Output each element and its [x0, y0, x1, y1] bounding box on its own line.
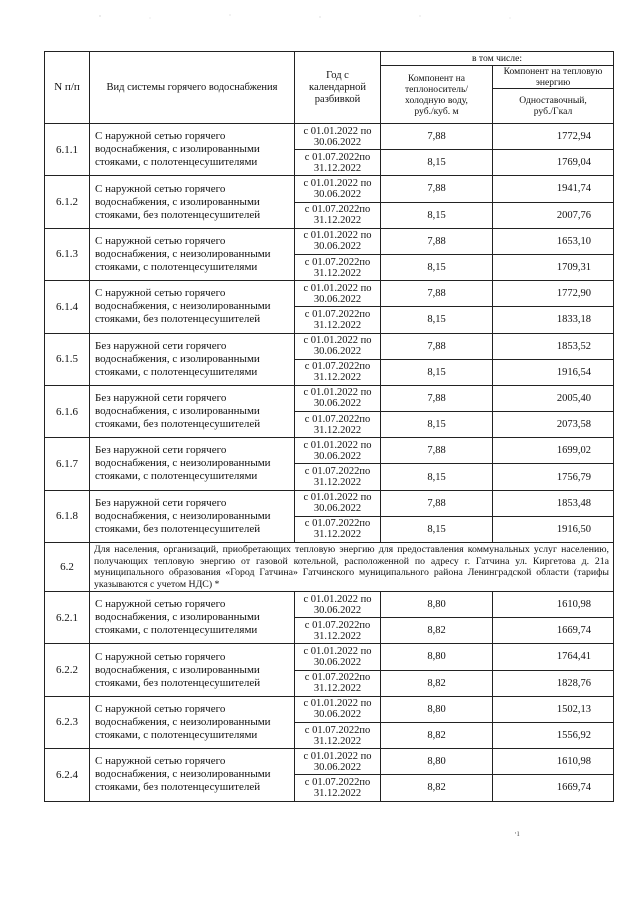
row-number: 6.1.1: [45, 124, 90, 176]
header-system-type: Вид системы горячего водоснабжения: [90, 52, 295, 124]
carrier-value-second-half: 8,82: [381, 722, 493, 748]
row-description: С наружной сетью горячего водоснабжения, с изолированными стояками, с полотенцесушителями: [90, 124, 295, 176]
period-first-half: с 01.01.2022 по 30.06.2022: [295, 749, 381, 775]
energy-value-second-half: 1916,50: [493, 516, 614, 542]
carrier-value-first-half: 7,88: [381, 124, 493, 150]
table-row: [45, 176, 614, 202]
energy-value-second-half: 2007,76: [493, 202, 614, 228]
table-row: [45, 592, 614, 618]
period-first-half: с 01.01.2022 по 30.06.2022: [295, 696, 381, 722]
carrier-value-first-half: 8,80: [381, 749, 493, 775]
energy-value-first-half: 1502,13: [493, 696, 614, 722]
header-year: Год с календарной разбивкой: [295, 52, 381, 124]
energy-value-first-half: 1772,94: [493, 124, 614, 150]
header-number: N п/п: [45, 52, 90, 124]
carrier-value-first-half: 8,80: [381, 592, 493, 618]
row-number: 6.2.4: [45, 749, 90, 801]
row-description: С наружной сетью горячего водоснабжения, с неизолированными стояками, без полотенцесушителей: [90, 281, 295, 333]
period-second-half: с 01.07.2022по 31.12.2022: [295, 202, 381, 228]
table-row: [45, 228, 614, 254]
period-first-half: с 01.01.2022 по 30.06.2022: [295, 228, 381, 254]
section-62-header: [45, 543, 614, 592]
row-number: 6.1.6: [45, 385, 90, 437]
carrier-value-second-half: 8,15: [381, 202, 493, 228]
row-number: 6.1.2: [45, 176, 90, 228]
row-number: 6.1.8: [45, 490, 90, 542]
energy-value-second-half: 1833,18: [493, 307, 614, 333]
row-number: 6.2.2: [45, 644, 90, 696]
carrier-value-first-half: 7,88: [381, 438, 493, 464]
energy-value-second-half: 1709,31: [493, 254, 614, 280]
carrier-value-first-half: 7,88: [381, 490, 493, 516]
header-energy-sub: Одноставочный,: [519, 95, 587, 106]
carrier-value-second-half: 8,15: [381, 254, 493, 280]
period-second-half: с 01.07.2022по 31.12.2022: [295, 254, 381, 280]
row-number: 6.1.4: [45, 281, 90, 333]
carrier-value-second-half: 8,15: [381, 412, 493, 438]
scan-noise: [90, 12, 540, 22]
table-row: [45, 438, 614, 464]
row-description: Без наружной сети горячего водоснабжения, с неизолированными стояками, без полотенцесушителей: [90, 490, 295, 542]
period-first-half: с 01.01.2022 по 30.06.2022: [295, 592, 381, 618]
energy-value-first-half: 2005,40: [493, 385, 614, 411]
section-62-rows: [45, 592, 614, 802]
carrier-value-second-half: 8,82: [381, 775, 493, 801]
period-first-half: с 01.01.2022 по 30.06.2022: [295, 124, 381, 150]
energy-value-first-half: 1653,10: [493, 228, 614, 254]
section-62-number: 6.2: [45, 543, 90, 592]
row-number: 6.1.3: [45, 228, 90, 280]
period-second-half: с 01.07.2022по 31.12.2022: [295, 412, 381, 438]
row-description: Без наружной сети горячего водоснабжения, с неизолированными стояками, с полотенцесушителями: [90, 438, 295, 490]
energy-value-second-half: 1756,79: [493, 464, 614, 490]
carrier-value-second-half: 8,15: [381, 516, 493, 542]
header-carrier-unit: руб./куб. м: [414, 105, 459, 117]
header-carrier-label: Компонент на теплоноситель/ холодную воду,: [404, 72, 468, 106]
energy-value-first-half: 1853,48: [493, 490, 614, 516]
carrier-value-second-half: 8,82: [381, 618, 493, 644]
period-second-half: с 01.07.2022по 31.12.2022: [295, 775, 381, 801]
energy-value-second-half: 1769,04: [493, 150, 614, 176]
table-row: [45, 490, 614, 516]
carrier-value-first-half: 8,80: [381, 696, 493, 722]
period-second-half: с 01.07.2022по 31.12.2022: [295, 150, 381, 176]
period-second-half: с 01.07.2022по 31.12.2022: [295, 307, 381, 333]
header-energy: Компонент на тепловую энергию: [493, 66, 614, 89]
energy-value-second-half: 1916,54: [493, 359, 614, 385]
energy-value-first-half: 1610,98: [493, 592, 614, 618]
tariff-table: [44, 51, 614, 802]
row-description: С наружной сетью горячего водоснабжения, с неизолированными стояками, с полотенцесушителями: [90, 696, 295, 748]
carrier-value-second-half: 8,15: [381, 307, 493, 333]
carrier-value-second-half: 8,82: [381, 670, 493, 696]
row-number: 6.1.5: [45, 333, 90, 385]
table-row: [45, 333, 614, 359]
table-row: [45, 281, 614, 307]
row-number: 6.1.7: [45, 438, 90, 490]
table-row: [45, 696, 614, 722]
period-first-half: с 01.01.2022 по 30.06.2022: [295, 644, 381, 670]
energy-value-first-half: 1941,74: [493, 176, 614, 202]
carrier-value-second-half: 8,15: [381, 359, 493, 385]
carrier-value-first-half: 7,88: [381, 281, 493, 307]
row-description: С наружной сетью горячего водоснабжения, с неизолированными стояками, без полотенцесушителей: [90, 749, 295, 801]
period-second-half: с 01.07.2022по 31.12.2022: [295, 359, 381, 385]
row-description: С наружной сетью горячего водоснабжения, с изолированными стояками, без полотенцесушителей: [90, 644, 295, 696]
row-description: С наружной сетью горячего водоснабжения, с изолированными стояками, без полотенцесушителей: [90, 176, 295, 228]
energy-value-second-half: 1556,92: [493, 722, 614, 748]
period-second-half: с 01.07.2022по 31.12.2022: [295, 516, 381, 542]
table-row: [45, 124, 614, 150]
energy-value-first-half: 1699,02: [493, 438, 614, 464]
row-number: 6.2.1: [45, 592, 90, 644]
carrier-value-second-half: 8,15: [381, 464, 493, 490]
period-second-half: с 01.07.2022по 31.12.2022: [295, 618, 381, 644]
header-carrier: [381, 66, 493, 124]
energy-value-second-half: 1669,74: [493, 618, 614, 644]
row-description: С наружной сетью горячего водоснабжения, с неизолированными стояками, с полотенцесушителями: [90, 228, 295, 280]
energy-value-first-half: 1764,41: [493, 644, 614, 670]
carrier-value-second-half: 8,15: [381, 150, 493, 176]
energy-value-first-half: 1772,90: [493, 281, 614, 307]
energy-value-second-half: 1828,76: [493, 670, 614, 696]
table-row: [45, 749, 614, 775]
section-61-rows: [45, 124, 614, 543]
section-62-text: Для населения, организаций, приобретающих тепловую энергию для предоставления коммунальных услуг населению, получающих тепловую энергию от газовой котельной, расположенной по адресу г. Гатчина ул. Киргетова д. 21а муниципального образования «Город Гатчина» Гатчинского муниципального района Ленинградской области (тарифы указываются с учетом НДС) *: [90, 543, 614, 592]
scan-mark: ·ı: [514, 828, 520, 838]
period-first-half: с 01.01.2022 по 30.06.2022: [295, 438, 381, 464]
carrier-value-first-half: 8,80: [381, 644, 493, 670]
period-second-half: с 01.07.2022по 31.12.2022: [295, 722, 381, 748]
period-second-half: с 01.07.2022по 31.12.2022: [295, 464, 381, 490]
carrier-value-first-half: 7,88: [381, 385, 493, 411]
row-description: Без наружной сети горячего водоснабжения, с изолированными стояками, без полотенцесушителей: [90, 385, 295, 437]
energy-value-first-half: 1853,52: [493, 333, 614, 359]
period-first-half: с 01.01.2022 по 30.06.2022: [295, 333, 381, 359]
header-energy-unit: [493, 89, 614, 124]
carrier-value-first-half: 7,88: [381, 176, 493, 202]
table-row: [45, 385, 614, 411]
row-description: С наружной сетью горячего водоснабжения, с изолированными стояками, с полотенцесушителями: [90, 592, 295, 644]
energy-value-second-half: 1669,74: [493, 775, 614, 801]
period-first-half: с 01.01.2022 по 30.06.2022: [295, 385, 381, 411]
row-description: Без наружной сети горячего водоснабжения, с изолированными стояками, с полотенцесушителями: [90, 333, 295, 385]
energy-value-second-half: 2073,58: [493, 412, 614, 438]
period-first-half: с 01.01.2022 по 30.06.2022: [295, 490, 381, 516]
table-row: [45, 644, 614, 670]
row-number: 6.2.3: [45, 696, 90, 748]
carrier-value-first-half: 7,88: [381, 228, 493, 254]
header-energy-unit-text: руб./Гкал: [533, 106, 573, 117]
period-first-half: с 01.01.2022 по 30.06.2022: [295, 281, 381, 307]
energy-value-first-half: 1610,98: [493, 749, 614, 775]
carrier-value-first-half: 7,88: [381, 333, 493, 359]
header-including: в том числе:: [381, 52, 614, 66]
period-second-half: с 01.07.2022по 31.12.2022: [295, 670, 381, 696]
period-first-half: с 01.01.2022 по 30.06.2022: [295, 176, 381, 202]
